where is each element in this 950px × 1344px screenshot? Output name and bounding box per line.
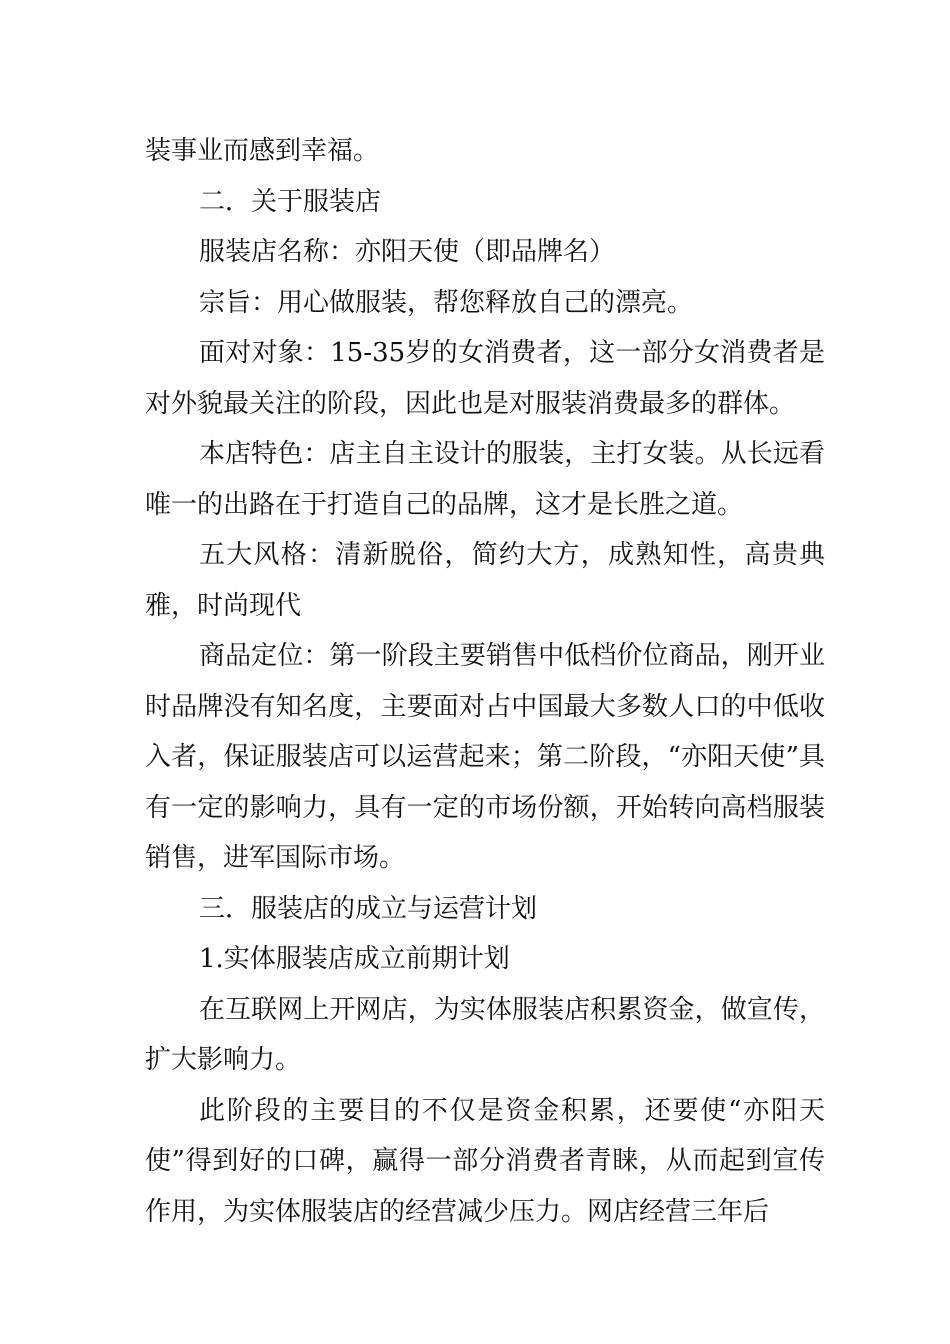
store-aim-paragraph: 宗旨：用心做服装，帮您释放自己的漂亮。 (199, 287, 694, 318)
subsection-heading-early-plan: 1.实体服装店成立前期计划 (199, 944, 510, 974)
stage-goal-paragraph: 此阶段的主要目的不仅是资金积累，还要使“亦阳天使”得到好的口碑，赢得一部分消费者青睐，从而起到宣传作用，为实体服装店的经营减少压力。网店经营三年后 (145, 1095, 825, 1227)
store-name-paragraph: 服装店名称：亦阳天使（即品牌名） (199, 237, 616, 267)
section-heading-plan: 三．服装店的成立与运营计划 (199, 893, 538, 924)
five-styles-paragraph: 五大风格：清新脱俗，简约大方，成熟知性，高贵典雅，时尚现代 (145, 540, 825, 621)
document-body (145, 126, 825, 1237)
target-customers-paragraph: 面对对象：15-35岁的女消费者，这一部分女消费者是对外貌最关注的阶段，因此也是对服装消费最多的群体。 (145, 338, 825, 419)
online-store-paragraph: 在互联网上开网店，为实体服装店积累资金，做宣传，扩大影响力。 (145, 994, 825, 1075)
continued-paragraph: 装事业而感到幸福。 (145, 136, 380, 166)
section-heading-store: 二．关于服装店 (199, 186, 382, 217)
store-feature-paragraph: 本店特色：店主自主设计的服装，主打女装。从长远看唯一的出路在于打造自己的品牌，这才是长胜之道。 (145, 439, 825, 520)
product-positioning-paragraph: 商品定位：第一阶段主要销售中低档价位商品，刚开业时品牌没有知名度，主要面对占中国最大多数人口的中低收入者，保证服装店可以运营起来；第二阶段，“亦阳天使”具有一定的影响力，具有一定的市场份额，开始转向高档服装销售，进军国际市场。 (145, 641, 825, 873)
